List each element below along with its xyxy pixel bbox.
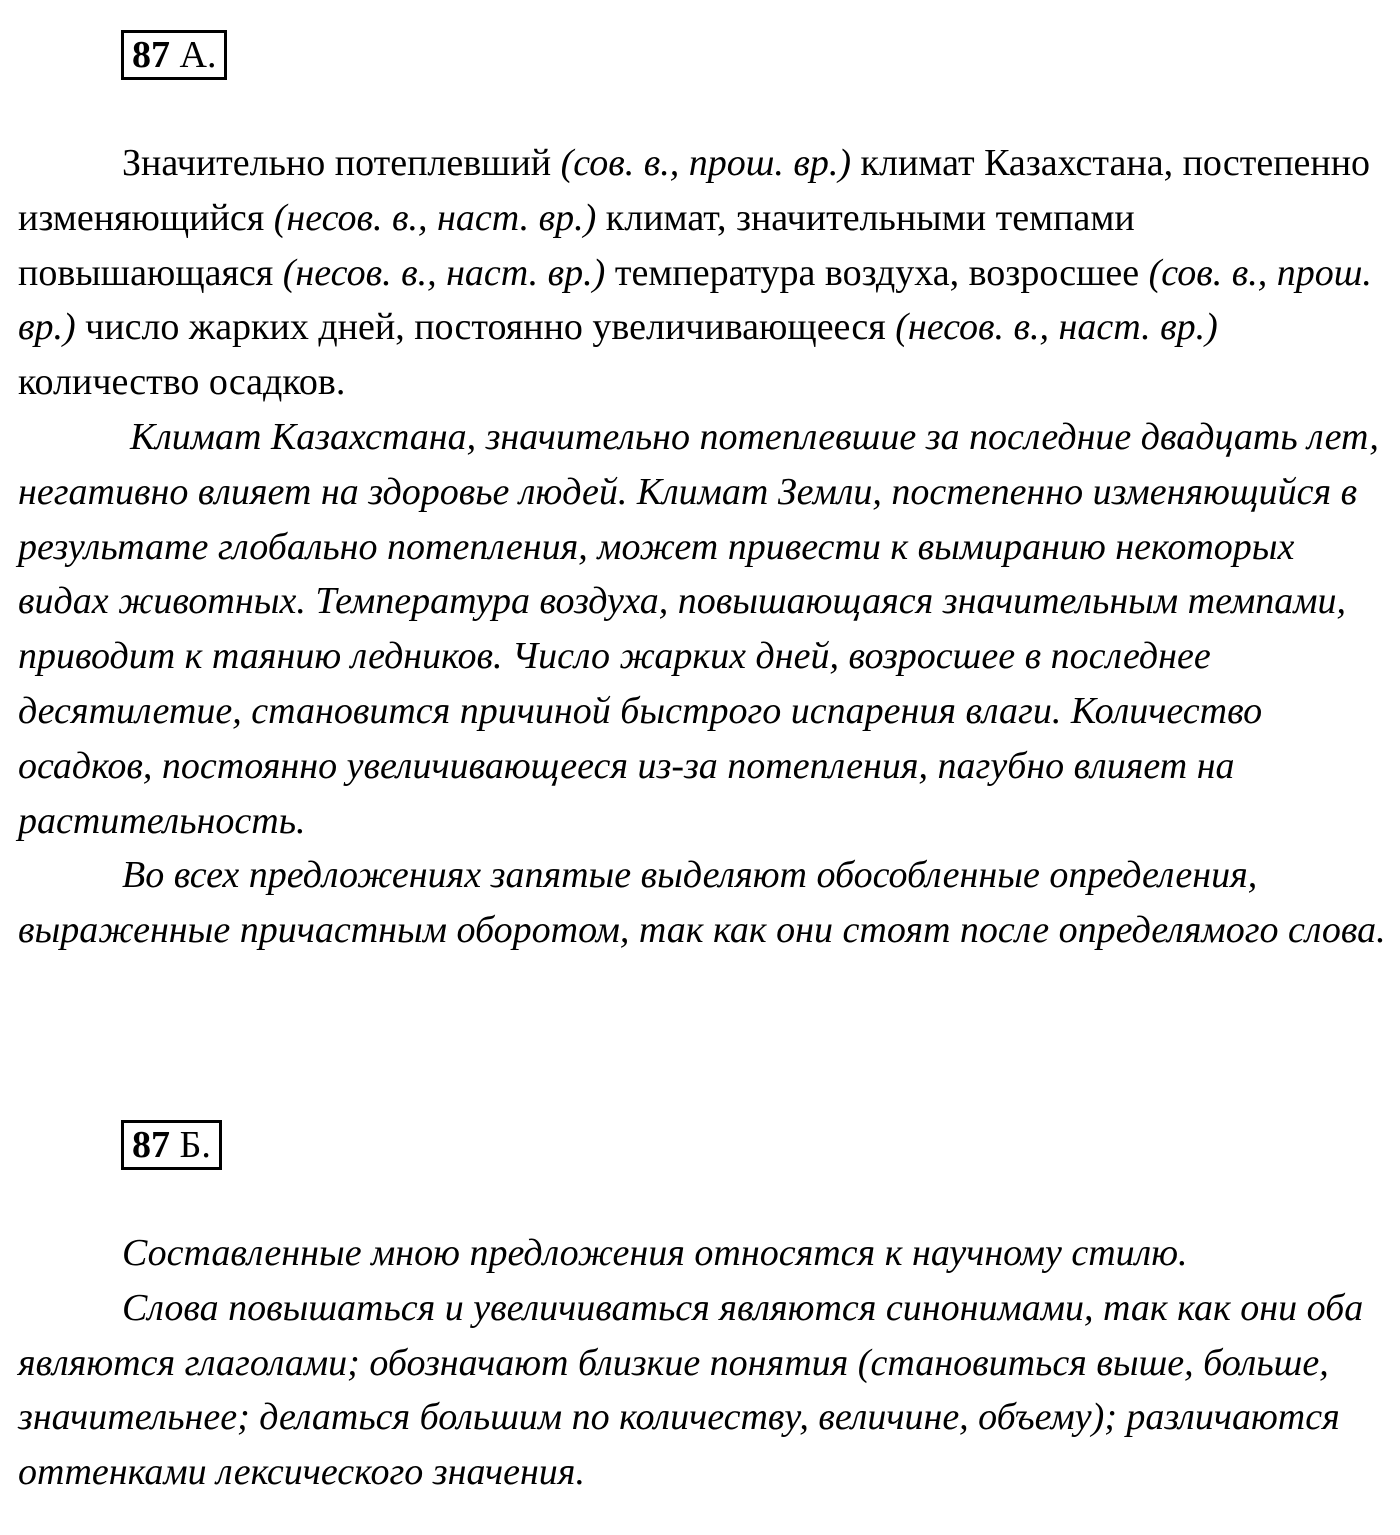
- task-number: 87: [132, 1124, 170, 1166]
- grammar-note: (сов. в., прош. вр.): [18, 251, 1372, 349]
- task-87a-answer: [18, 136, 1393, 958]
- task-87b-answer: [18, 1226, 1393, 1500]
- task-number-87a: [121, 30, 227, 80]
- task-number: 87: [132, 34, 170, 76]
- paragraph-conclusion: Во всех предложениях запятые выделяют обособленные определения, выраженные причастным оборотом, так как они стоят после определямого слова.: [18, 854, 1386, 952]
- phrase-text: температура воздуха, возросшее: [605, 251, 1149, 294]
- grammar-note: (сов. в., прош. вр.): [560, 142, 852, 184]
- phrase-text: Значительно потеплевший: [122, 142, 561, 184]
- task-letter: А.: [179, 34, 217, 76]
- phrase-text: климат, значительными темпами повышающаяся: [18, 196, 1135, 294]
- paragraph-synonyms: Слова повышаться и увеличиваться являются синонимами, так как они оба являются глаголами; обозначают близкие понятия (становиться выше, больше, значительнее; делаться большим по количеству, величине, объему); различаются оттенками лексического значения.: [18, 1286, 1364, 1494]
- phrase-text: число жарких дней, постоянно увеличивающееся: [75, 306, 896, 349]
- grammar-note: (несов. в., наст. вр.): [282, 251, 606, 294]
- phrase-text: количество осадков.: [18, 361, 346, 404]
- grammar-note: (несов. в., наст. вр.): [895, 306, 1218, 349]
- paragraph-participles-list: [18, 136, 1393, 410]
- task-number-87b: [121, 1120, 222, 1170]
- paragraph-style: Составленные мною предложения относятся к научному стилю.: [122, 1232, 1188, 1274]
- task-letter: Б.: [179, 1124, 211, 1166]
- grammar-note: (несов. в., наст. вр.): [273, 196, 597, 239]
- phrase-text: климат Казахстана, постепенно изменяющийся: [18, 142, 1371, 239]
- paragraph-example-sentences: Климат Казахстана, значительно потеплевшие за последние двадцать лет, негативно влияет на здоровье людей. Климат Земли, постепенно изменяющийся в результате глобально потепления, может привести к вымиранию некоторых видах животных. Температура воздуха, повышающаяся значительным темпами, приводит к таянию ледников. Число жарких дней, возросшее в последнее десятилетие, становится причиной быстрого испарения влаги. Количество осадков, постоянно увеличивающееся из-за потепления, пагубно влияет на растительность.: [18, 415, 1379, 842]
